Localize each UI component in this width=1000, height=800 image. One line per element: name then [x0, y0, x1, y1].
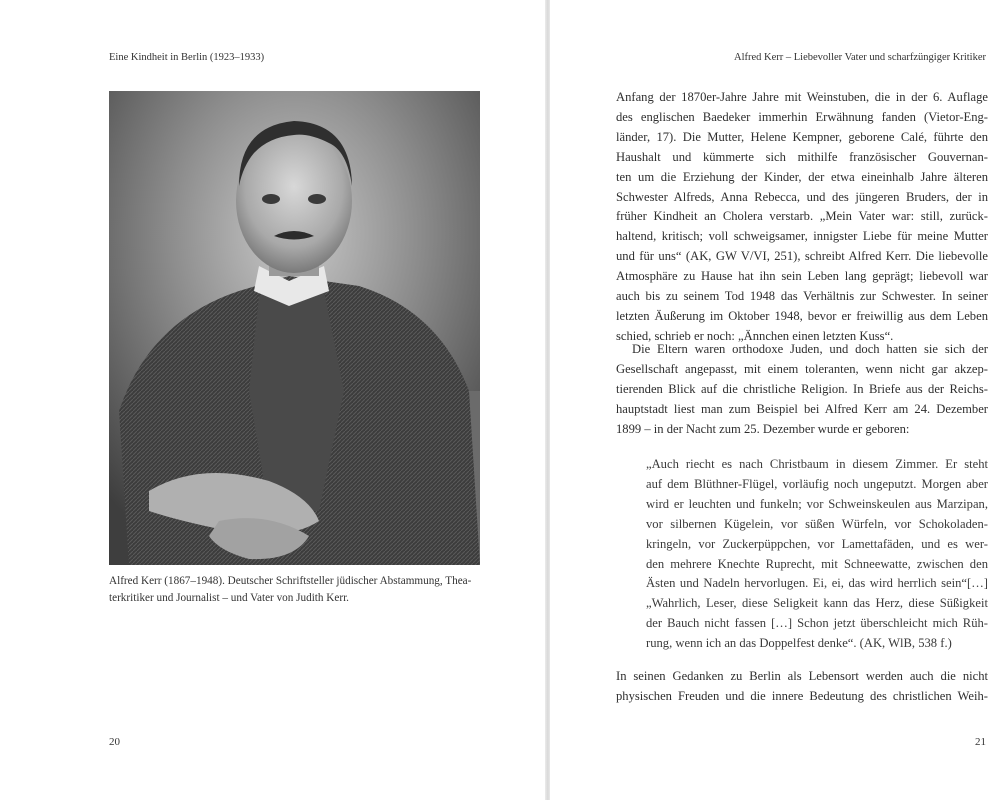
text-line: 1899 – in der Nacht zum 25. Dezember wurde er geboren:: [616, 421, 910, 436]
caption-line: Alfred Kerr (1867–1948). Deutscher Schriftsteller jüdischer Abstammung, Thea-: [109, 575, 472, 587]
quote-line: rung, wenn ich an das Doppelfest denke“. (AK, WlB, 538 f.): [646, 636, 952, 651]
text-line: letzten Äußerung im Oktober 1948, bevor er freiwillig aus dem Leben: [616, 308, 988, 323]
text-line: physischen Freuden und die innere Bedeutung des christlichen Weih-: [616, 688, 988, 703]
quote-line: wird er leuchten und funkeln; vor Schweinskeulen aus Marzipan,: [646, 496, 988, 511]
text-line: Atmosphäre zu Hause hat ihn sein Leben lang geprägt; liebevoll war: [616, 269, 988, 284]
text-line: und für uns“ (AK, GW V/VI, 251), schreibt Alfred Kerr. Die liebevolle: [616, 249, 988, 264]
text-line: Anfang der 1870er-Jahre Jahre mit Weinstuben, die in der 6. Auflage: [616, 90, 988, 104]
text-line: Gesellschaft angepasst, mit einem toleranten, wenn nicht gar akzep-: [616, 361, 988, 376]
quote-line: „Wahrlich, Leser, diese Seligkeit kann das Herz, diese Süßigkeit: [646, 596, 988, 611]
quote-line: vor silbernen Kügelein, vor süßen Würfeln, vor Schokoladen-: [646, 516, 988, 531]
text-line: hauptstadt liest man zum Beispiel bei Alfred Kerr am 24. Dezember: [616, 401, 988, 416]
left-running-head: Eine Kindheit in Berlin (1923–1933): [109, 52, 265, 63]
quote-line: Ästen und Nadeln hervorlugen. Ei, ei, das wird herrlich sein“[…]: [646, 576, 988, 591]
text-line: Die Eltern waren orthodoxe Juden, und doch hatten sie sich der: [632, 342, 988, 356]
text-line: des englischen Baedeker immerhin Erwähnung fanden (Vietor-Eng-: [616, 109, 988, 124]
text-line: schied, schrieb er noch: „Ännchen einen letzten Kuss“.: [616, 328, 894, 343]
text-line: Schwester Alfreds, Anna Rebecca, und des jüngeren Bruders, der in: [616, 189, 988, 204]
paragraph-1: [616, 88, 988, 347]
quote-line: „Auch riecht es nach Christbaum in diesem Zimmer. Er steht: [646, 457, 988, 471]
quote-line: der Bauch nicht fassen […] Schon jetzt überschleicht mich Rüh-: [646, 616, 988, 631]
quote-line: auf dem Blüthner-Flügel, vorläufig noch ungeputzt. Morgen aber: [646, 476, 988, 491]
paragraph-2: [616, 340, 988, 440]
portrait-photo: [109, 91, 480, 565]
text-line: länder, 17). Die Mutter, Helene Kempner, geborene Calé, führte den: [616, 129, 988, 144]
block-quote: [646, 455, 988, 654]
text-line: haltend, kritisch; voll schweigsamer, innigster Liebe für meine Mutter: [616, 229, 988, 244]
text-line: tierenden Blick auf die christliche Religion. In Briefe aus der Reichs-: [616, 381, 988, 396]
right-running-head: Alfred Kerr – Liebevoller Vater und scharfzüngiger Kritiker: [734, 52, 986, 63]
caption-line: terkritiker und Journalist – und Vater von Judith Kerr.: [109, 592, 349, 604]
quote-line: den mehrere Knechte Ruprecht, mit Schneewatte, zwischen den: [646, 556, 988, 571]
portrait-illustration: [109, 91, 480, 565]
right-page: [550, 0, 1000, 800]
paragraph-3: [616, 667, 988, 707]
right-page-number: 21: [975, 736, 986, 748]
text-line: ten um die Erziehung der Kinder, der etwa eineinhalb Jahre älteren: [616, 169, 988, 184]
text-line: Haushalt und kümmerte sich mithilfe französischer Gouvernan-: [616, 149, 988, 164]
quote-line: kringeln, vor Zuckerpüppchen, vor Lamettafäden, und es wer-: [646, 536, 988, 551]
text-line: auch bis zu seinem Tod 1948 das Verhältnis zur Schwester. In seiner: [616, 289, 988, 304]
photo-caption: [109, 573, 481, 607]
text-line: früher Kindheit an Cholera verstarb. „Mein Vater war: still, zurück-: [616, 209, 988, 224]
text-line: In seinen Gedanken zu Berlin als Lebensort werden auch die nicht: [616, 669, 988, 683]
left-page-number: 20: [109, 736, 120, 748]
